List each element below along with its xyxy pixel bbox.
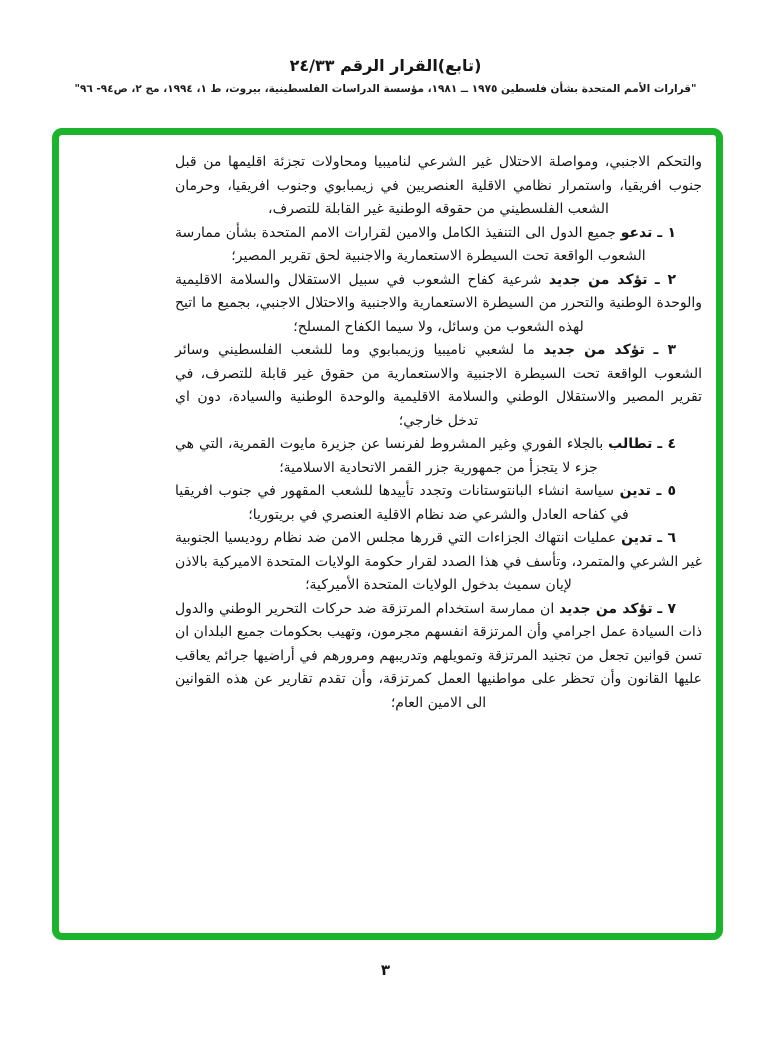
resolution-clause-5 [175, 480, 702, 527]
resolution-clause-6 [175, 527, 702, 598]
resolution-title: (تابع)القرار الرقم ٢٤/٣٣ [289, 56, 482, 75]
clause-text: ان ممارسة استخدام المرتزقة ضد حركات التحرير الوطني والدول ذات السيادة عمل اجرامي وأن المرتزقة انفسهم مجرمون، وتهيب بحكومات جميع البلدان ان تسن قوانين تجعل من تجنيد المرتزقة وتمويلهم وتدريبهم ومرورهم في أراضيها جرائم يعاقب عليها القانون وأن تحظر على مواطنيها العمل كمرتزقة، وأن تقدم تقارير عن هذه القوانين الى الامين العام؛ [175, 600, 702, 711]
resolution-clause-7 [175, 598, 702, 716]
clause-number: ٧ ـ [657, 600, 676, 617]
clause-number: ٥ ـ [656, 483, 676, 499]
clause-number: ٢ ـ [654, 271, 676, 288]
clause-number: ١ ـ [657, 224, 676, 241]
clause-verb: تدين [619, 483, 651, 499]
clause-text: ما لشعبي ناميبيا وزيمبابوي وما للشعب الفلسطيني وسائر الشعوب الواقعة تحت السيطرة الاجنبية والاستعمارية من حقوق غير قابلة للتصرف، في تقرير المصير والاستقلال الوطني والسلامة الاقليمية والوحدة الوطنية والسيادة، دون اي تدخل خارجي؛ [175, 342, 702, 429]
clause-number: ٣ ـ [653, 342, 677, 358]
clause-verb: تؤكد من جديد [543, 342, 645, 358]
clause-verb: تؤكد من جديد [559, 600, 653, 617]
clause-number: ٦ ـ [657, 530, 676, 546]
page-header [0, 0, 771, 95]
clause-text: عمليات انتهاك الجزاءات التي قررها مجلس الامن ضد نظام روديسيا الجنوبية غير الشرعي والمتمرد، وتأسف في هذا الصدد لقرار حكومة الولايات المتحدة الاميركية بالاذن لإيان سميث بدخول الولايات المتحدة الأميركية؛ [175, 530, 702, 593]
clause-verb: تدعو [620, 224, 653, 241]
clause-verb: تؤكد من جديد [548, 271, 648, 288]
page-number: ٣ [380, 961, 391, 979]
page-border [52, 128, 723, 940]
resolution-clause-3 [175, 339, 702, 433]
resolution-body [59, 135, 716, 715]
clause-text: سياسة انشاء البانتوستانات وتجدد تأييدها للشعب المقهور في جنوب افريقيا في كفاحه العادل والشرعي ضد نظام الاقلية العنصري في بريتوريا؛ [175, 483, 629, 523]
clause-verb: تطالب [608, 436, 653, 452]
clause-verb: تدين [621, 530, 653, 546]
clause-number: ٤ ـ [657, 436, 676, 452]
page-footer [0, 960, 771, 979]
resolution-clause-2 [175, 269, 702, 340]
clause-text: بالجلاء الفوري وغير المشروط لفرنسا عن جزيرة مايوت القمرية، التي هي جزء لا يتجزأ من جمهورية جزر القمر الاتحادية الاسلامية؛ [175, 436, 604, 476]
clause-text: جميع الدول الى التنفيذ الكامل والامين لقرارات الامم المتحدة بشأن ممارسة الشعوب الواقعة تحت السيطرة الاستعمارية والاجنبية لحق تقرير المصير؛ [175, 224, 646, 264]
resolution-clause-4 [175, 433, 702, 480]
intro-paragraph: والتحكم الاجنبي، ومواصلة الاحتلال غير الشرعي لناميبيا ومحاولات تجزئة اقليمها من قبل جنوب افريقيا، واستمرار نظامي الاقلية العنصريين في زيمبابوي وجنوب افريقيا، وحرمان الشعب الفلسطيني من حقوقه الوطنية غير القابلة للتصرف، [175, 154, 702, 217]
clause-text: شرعية كفاح الشعوب في سبيل الاستقلال والسلامة الاقليمية والوحدة الوطنية والتحرر من السيطرة الاستعمارية والاجنبية والاحتلال الاجنبي، بجميع ما اتيح لهذه الشعوب من وسائل، ولا سيما الكفاح المسلح؛ [175, 271, 702, 335]
resolution-clause-1 [175, 222, 702, 269]
source-citation: "قرارات الأمم المتحدة بشأن فلسطين ١٩٧٥ ــ ١٩٨١، مؤسسة الدراسات الفلسطينية، بيروت، ط ١، ١٩٩٤، مج ٢، ص٩٤- ٩٦" [74, 83, 697, 95]
